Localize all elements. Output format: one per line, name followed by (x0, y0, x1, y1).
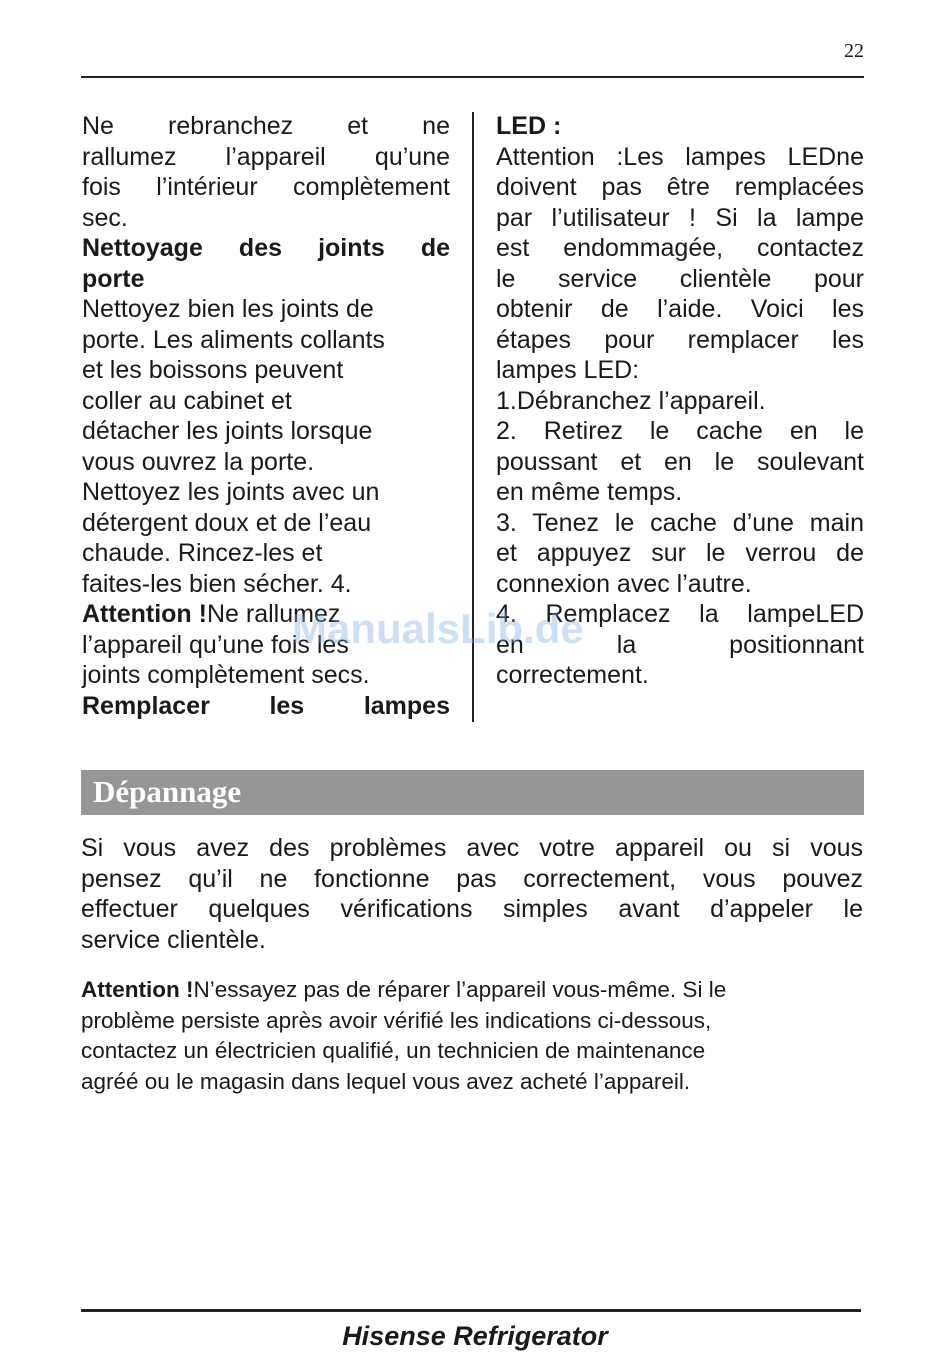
text-line: rallumez l’appareil qu’une (82, 142, 450, 171)
text-line: le service clientèle pour (496, 264, 864, 293)
text-line: faites-les bien sécher. 4. (82, 569, 352, 598)
text-line: Ne rebranchez et ne (82, 112, 450, 140)
text-line: sec. (82, 203, 128, 232)
text-line: vous ouvrez la porte. (82, 447, 315, 476)
warning-line: problème persiste après avoir vérifié les indications ci-dessous, (81, 1007, 712, 1033)
text-line: détacher les joints lorsque (82, 417, 373, 445)
text-line: Nettoyage des joints de (82, 234, 450, 262)
text-line: Remplacer les lampes (82, 691, 450, 720)
text-line: est endommagée, contactez (496, 234, 864, 262)
text-line: 1.Débranchez l’appareil. (496, 386, 766, 415)
footer-divider (81, 1309, 861, 1312)
text-line: doivent pas être remplacées (496, 173, 864, 201)
column-divider (472, 112, 474, 722)
text-line: fois l’intérieur complètement (82, 173, 450, 201)
warning-label: Attention ! (81, 977, 194, 1002)
section-header-bar (81, 770, 864, 815)
text-line: Nettoyez bien les joints de (82, 295, 374, 323)
footer-brand: Hisense Refrigerator (342, 1321, 608, 1351)
watermark: ManualsLib.de (292, 605, 584, 652)
warning-line: contactez un électricien qualifié, un technicien de maintenance (81, 1038, 706, 1063)
text-line (82, 599, 450, 630)
text-line: Nettoyez les joints avec un (82, 478, 380, 506)
intro-line: effectuer quelques vérifications simples avant d’appeler le (81, 895, 863, 923)
text-line: par l’utilisateur ! Si la lampe (496, 203, 864, 232)
text-line: et les boissons peuvent (82, 356, 344, 384)
text-line: porte (82, 264, 145, 293)
intro-paragraph (81, 833, 863, 955)
intro-line: service clientèle. (81, 925, 266, 954)
text-line: étapes pour remplacer les (496, 325, 864, 354)
text-line: 4. Remplacez la lampeLED (496, 600, 864, 628)
intro-line: pensez qu’il ne fonctionne pas correctement, vous pouvez (81, 864, 863, 893)
text-line: chaude. Rincez-les et (82, 539, 323, 567)
text-line: obtenir de l’aide. Voici les (496, 295, 864, 323)
text-line: Attention :Les lampes LEDne (496, 142, 864, 171)
warning-line: agréé ou le magasin dans lequel vous avez acheté l’appareil. (81, 1068, 691, 1094)
text-line: l’appareil qu’une fois les (82, 630, 349, 659)
header-divider (81, 76, 864, 78)
warning-line (81, 975, 863, 1006)
text-line: joints complètement secs. (82, 661, 370, 689)
text-line: en la positionnant (496, 630, 864, 659)
text-line: 3. Tenez le cache d’une main (496, 508, 864, 537)
intro-line: Si vous avez des problèmes avec votre appareil ou si vous (81, 834, 863, 862)
text-line: poussant et en le soulevant (496, 447, 864, 476)
warning-paragraph (81, 975, 863, 1097)
left-column (82, 111, 450, 721)
text-line: connexion avec l’autre. (496, 569, 752, 598)
text-line: détergent doux et de l’eau (82, 508, 372, 537)
text-line: et appuyez sur le verrou de (496, 539, 864, 567)
bold-label: Attention ! (82, 600, 207, 628)
warning-text: N’essayez pas de réparer l’appareil vous-même. Si le (193, 977, 727, 1002)
text-line: en même temps. (496, 478, 683, 506)
text-line: coller au cabinet et (82, 386, 292, 415)
line-text: Ne rallumez (206, 600, 341, 628)
text-line: lampes LED: (496, 356, 640, 384)
text-line: correctement. (496, 661, 649, 689)
right-column (496, 111, 864, 691)
text-line: LED : (496, 112, 562, 140)
page-number: 22 (844, 40, 864, 62)
section-title: Dépannage (93, 774, 242, 809)
text-line: 2. Retirez le cache en le (496, 417, 864, 445)
text-line: porte. Les aliments collants (82, 325, 385, 354)
